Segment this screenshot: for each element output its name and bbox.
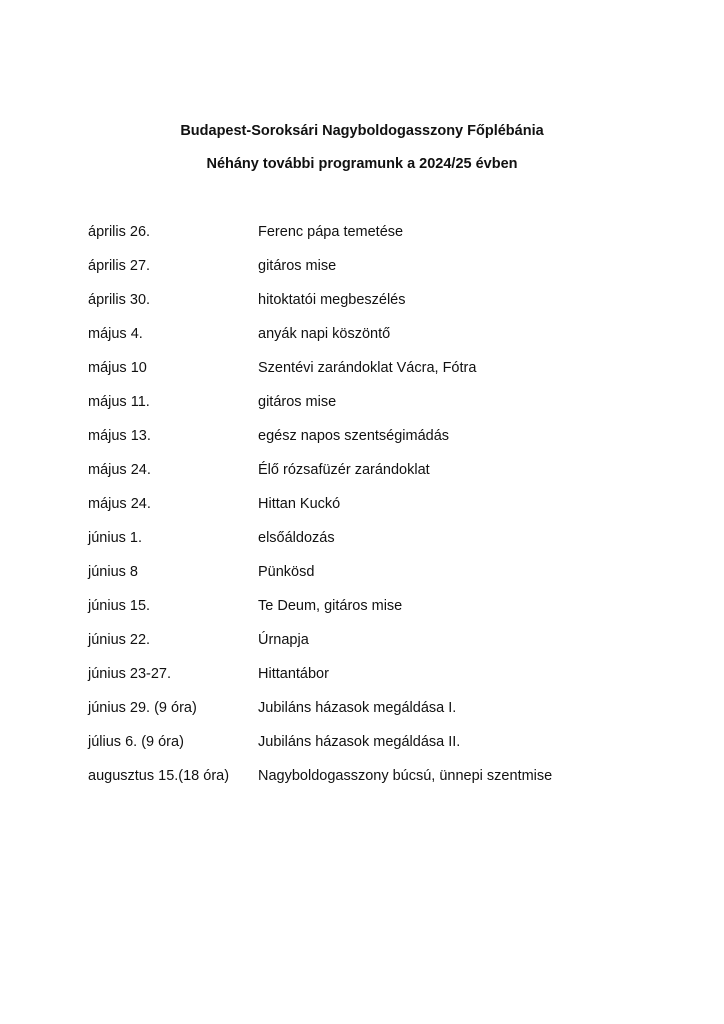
schedule-date: június 23-27.: [88, 666, 172, 682]
schedule-date: július 6. (9 óra): [88, 734, 184, 750]
schedule-event: anyák napi köszöntő: [258, 326, 391, 342]
schedule-event: Pünkösd: [258, 564, 315, 580]
schedule-row: [88, 733, 648, 767]
schedule-event: Hittantábor: [258, 666, 329, 682]
schedule-row: [88, 631, 648, 665]
schedule-row: [88, 359, 648, 393]
schedule-event: Ferenc pápa temetése: [258, 224, 404, 240]
schedule-row: [88, 291, 648, 325]
schedule-event: hitoktatói megbeszélés: [258, 292, 406, 308]
schedule-date: május 13.: [88, 428, 151, 444]
schedule-date: augusztus 15.(18 óra): [88, 768, 230, 784]
schedule-date: május 4.: [88, 326, 143, 342]
document-header: [0, 122, 724, 173]
schedule-date: június 8: [88, 564, 138, 580]
schedule-event: Élő rózsafüzér zarándoklat: [258, 462, 430, 478]
schedule-event: gitáros mise: [258, 258, 337, 274]
schedule-row: [88, 325, 648, 359]
schedule-event: Te Deum, gitáros mise: [258, 598, 403, 614]
schedule-date: április 26.: [88, 224, 151, 240]
schedule-date: június 1.: [88, 530, 143, 546]
schedule-date: május 24.: [88, 496, 151, 512]
schedule-date: június 29. (9 óra): [88, 700, 197, 716]
schedule-row: [88, 223, 648, 257]
schedule-event: egész napos szentségimádás: [258, 428, 450, 444]
schedule-event: Úrnapja: [258, 632, 309, 648]
schedule-event: elsőáldozás: [258, 530, 335, 546]
schedule-row: [88, 665, 648, 699]
schedule-list: [88, 223, 648, 801]
schedule-row: [88, 563, 648, 597]
schedule-date: június 15.: [88, 598, 151, 614]
schedule-row: [88, 699, 648, 733]
schedule-event: gitáros mise: [258, 394, 337, 410]
schedule-event: Nagyboldogasszony búcsú, ünnepi szentmise: [258, 768, 553, 784]
schedule-row: [88, 461, 648, 495]
schedule-row: [88, 495, 648, 529]
document-subtitle: Néhány további programunk a 2024/25 évben: [206, 156, 518, 172]
document-title: Budapest-Soroksári Nagyboldogasszony Főplébánia: [180, 123, 544, 139]
schedule-row: [88, 529, 648, 563]
schedule-date: május 10: [88, 360, 147, 376]
schedule-row: [88, 393, 648, 427]
schedule-row: [88, 597, 648, 631]
schedule-date: május 24.: [88, 462, 151, 478]
schedule-date: április 30.: [88, 292, 151, 308]
schedule-event: Szentévi zarándoklat Vácra, Fótra: [258, 360, 477, 376]
schedule-row: [88, 257, 648, 291]
schedule-row: [88, 767, 648, 801]
schedule-date: május 11.: [88, 394, 150, 410]
schedule-event: Jubiláns házasok megáldása I.: [258, 700, 457, 716]
schedule-event: Jubiláns házasok megáldása II.: [258, 734, 461, 750]
schedule-event: Hittan Kuckó: [258, 496, 341, 512]
schedule-date: április 27.: [88, 258, 151, 274]
schedule-row: [88, 427, 648, 461]
schedule-date: június 22.: [88, 632, 151, 648]
